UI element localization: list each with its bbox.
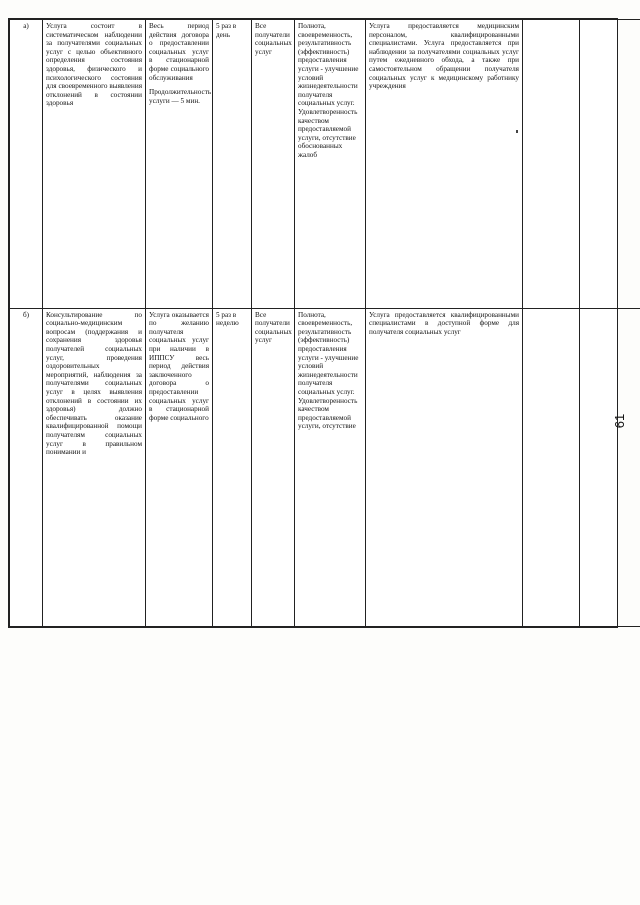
empty-cell [523,20,580,309]
service-frequency: 5 раз в неделю [213,308,252,626]
table-row [10,308,640,626]
services-table [8,18,618,628]
scan-speck [516,130,518,133]
row-number: б) [10,308,43,626]
service-description-text: Услуга состоит в систематическом наблюдении за получателями социальных услуг с целью объективного определения состояния здоровья, физического и психологического состояния для своевременного выявления отклонений в состоянии здоровья [46,22,142,108]
service-term-text: Весь период действия договора о предоставлении социальных услуг в стационарной форме социального обслуживания [149,22,209,82]
service-conditions [366,20,523,309]
service-term-text: Услуга оказывается по желанию получателя социальных услуг при наличии в ИППСУ весь период действия заключенного договора о предоставлении социальных услуг в стационарной форме социального [149,310,209,422]
service-description [43,308,146,626]
service-conditions-text: Услуга предоставляется медицинским персоналом, квалифицированными специалистами. Услуга предоставляется при наблюдении за получателями социальных услуг путем ежедневного обхода, а также при самостоятельном обращении получателя социальных услуг к медицинскому работнику учреждения [369,22,519,91]
table-row [10,20,640,309]
service-recipients: Все получатели социальных услуг [252,308,295,626]
service-term [146,20,213,309]
service-description-text: Консультирование по социально-медицинским вопросам (поддержания и сохранения здоровья получателей социальных услуг, проведения оздоровительных мероприятий, наблюдения за получателями социальных услуг в целях выявления отклонений в состоянии их здоровья) должно обеспечивать оказание квалифицированной помощи получателям социальных услуг в правильном понимании и [46,310,142,457]
empty-cell [580,20,640,309]
service-recipients: Все получатели социальных услуг [252,20,295,309]
quality-indicators: Полнота, своевременность, результативность (эффективность) предоставления услуги - улучшение условий жизнедеятельности получателя социальных услуг. Удовлетворенность качеством предоставляемой услуги, отсутствие обоснованных жалоб [295,20,366,309]
page-number-container [612,406,628,436]
page-number: 61 [612,413,627,429]
service-duration-text: Продолжительность услуги — 5 мин. [149,88,212,105]
empty-cell [580,308,640,626]
service-conditions-text: Услуга предоставляется квалифицированными специалистами в доступной форме для получателя социальных услуг [369,310,519,336]
service-term [146,308,213,626]
row-number: а) [10,20,43,309]
empty-cell [523,308,580,626]
service-frequency: 5 раз в день [213,20,252,309]
quality-indicators: Полнота, своевременность, результативность (эффективность) предоставления услуги - улучшение условий жизнедеятельности получателя социальных услуг. Удовлетворенность качеством предоставляемой услуги, отсутствие [295,308,366,626]
service-description [43,20,146,309]
standards-table [9,19,640,627]
service-conditions [366,308,523,626]
